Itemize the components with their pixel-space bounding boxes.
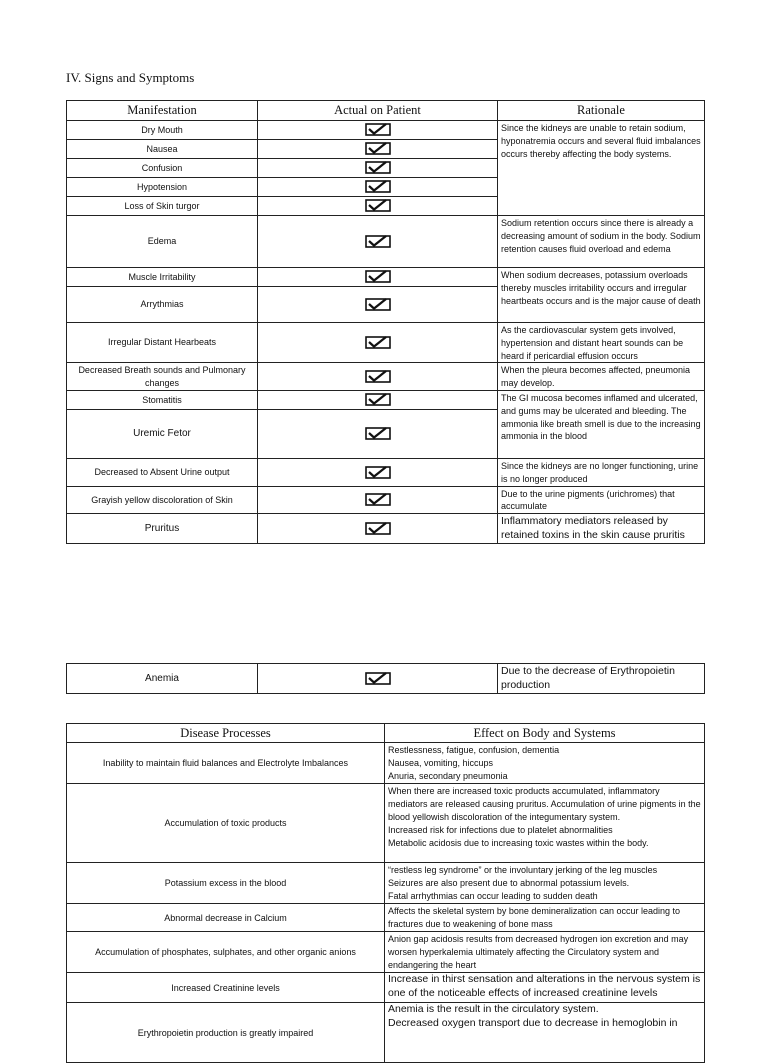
checkbox-checked-icon	[365, 522, 391, 535]
process-cell: Increased Creatinine levels	[67, 973, 385, 1003]
column-header: Actual on Patient	[258, 101, 498, 121]
section-title: IV. Signs and Symptoms	[66, 70, 195, 85]
checkbox-checked-icon	[365, 336, 391, 349]
actual-cell	[258, 268, 498, 287]
actual-cell	[258, 121, 498, 140]
disease-processes-table	[66, 723, 705, 1063]
checkbox-checked-icon	[365, 161, 391, 174]
actual-cell	[258, 287, 498, 323]
rationale-cell: The GI mucosa becomes inflamed and ulcerated, and gums may be ulcerated and bleeding. The ammonia like breath smell is due to the increasing ammonia in the blood	[498, 390, 705, 458]
column-header: Disease Processes	[67, 724, 385, 743]
checkbox-checked-icon	[365, 180, 391, 193]
effect-line: Seizures are also present due to abnormal potassium levels.	[388, 878, 630, 888]
manifestation-cell: Edema	[67, 216, 258, 268]
effect-line: Fatal arrhythmias can occur leading to sudden death	[388, 891, 598, 901]
rationale-cell: As the cardiovascular system gets involved, hypertension and distant heart sounds can be heard if pericardial effusion occurs	[498, 323, 705, 363]
actual-cell	[258, 140, 498, 159]
checkbox-checked-icon	[365, 142, 391, 155]
checkbox-checked-icon	[365, 123, 391, 136]
rationale-cell: Due to the urine pigments (urichromes) that accumulate	[498, 486, 705, 514]
manifestation-cell: Stomatitis	[67, 390, 258, 409]
checkbox-checked-icon	[365, 466, 391, 479]
actual-cell	[258, 363, 498, 391]
effect-cell	[385, 784, 705, 863]
actual-cell	[258, 216, 498, 268]
effect-cell	[385, 743, 705, 784]
process-cell: Inability to maintain fluid balances and Electrolyte Imbalances	[67, 743, 385, 784]
checkbox-checked-icon	[365, 393, 391, 406]
effect-cell	[385, 932, 705, 973]
effect-line: Increased risk for infections due to platelet abnormalities	[388, 825, 613, 835]
manifestation-cell: Loss of Skin turgor	[67, 197, 258, 216]
effect-cell	[385, 973, 705, 1003]
manifestation-cell: Decreased Breath sounds and Pulmonary changes	[67, 363, 258, 391]
manifestation-cell: Grayish yellow discoloration of Skin	[67, 486, 258, 514]
effect-line: Restlessness, fatigue, confusion, dementia	[388, 745, 560, 755]
rationale-cell: When sodium decreases, potassium overloads thereby muscles irritability occurs and irregular heartbeats occurs and is the major cause of death	[498, 268, 705, 323]
effect-line: Affects the skeletal system by bone demineralization can occur leading to fractures due to weakening of bone mass	[388, 906, 680, 929]
effect-line: “restless leg syndrome” or the involuntary jerking of the leg muscles	[388, 865, 658, 875]
rationale-cell: Inflammatory mediators released by retained toxins in the skin cause pruritis	[498, 514, 705, 544]
effect-line: Increase in thirst sensation and alterations in the nervous system is one of the noticeable effects of increased creatinine levels	[388, 973, 701, 999]
effect-cell	[385, 863, 705, 904]
effect-cell	[385, 1003, 705, 1063]
rationale-cell: Since the kidneys are unable to retain sodium, hyponatremia occurs and several fluid imbalances occurs thereby affecting the body systems.	[498, 121, 705, 216]
process-cell: Erythropoietin production is greatly impaired	[67, 1003, 385, 1063]
manifestation-cell: Decreased to Absent Urine output	[67, 458, 258, 486]
manifestation-cell: Muscle Irritability	[67, 268, 258, 287]
actual-cell	[258, 486, 498, 514]
actual-cell	[258, 178, 498, 197]
actual-cell	[258, 159, 498, 178]
process-cell: Abnormal decrease in Calcium	[67, 904, 385, 932]
effect-line: Anion gap acidosis results from decreased hydrogen ion excretion and may worsen hyperkalemia ultimately affecting the Circulatory system and endangering the heart	[388, 934, 689, 970]
signs-symptoms-table	[66, 100, 705, 544]
manifestation-cell: Irregular Distant Hearbeats	[67, 323, 258, 363]
actual-cell	[258, 514, 498, 544]
process-cell: Accumulation of toxic products	[67, 784, 385, 863]
effect-line: When there are increased toxic products accumulated, inflammatory mediators are released causing pruritus. Accumulation of urine pigments in the blood yellowish discoloration of the integumentary system.	[388, 786, 701, 822]
manifestation-cell: Dry Mouth	[67, 121, 258, 140]
column-header: Rationale	[498, 101, 705, 121]
manifestation-cell: Arrythmias	[67, 287, 258, 323]
actual-cell	[258, 664, 498, 694]
column-header: Effect on Body and Systems	[385, 724, 705, 743]
checkbox-checked-icon	[365, 199, 391, 212]
effect-line: Anemia is the result in the circulatory system.	[388, 1003, 599, 1015]
checkbox-checked-icon	[365, 493, 391, 506]
manifestation-cell: Pruritus	[67, 514, 258, 544]
column-header: Manifestation	[67, 101, 258, 121]
effect-line: Anuria, secondary pneumonia	[388, 771, 508, 781]
effect-line: Decreased oxygen transport due to decrease in hemoglobin in	[388, 1016, 678, 1029]
actual-cell	[258, 197, 498, 216]
effect-line: Metabolic acidosis due to increasing toxic wastes within the body.	[388, 838, 649, 848]
anemia-table	[66, 663, 705, 694]
manifestation-cell: Uremic Fetor	[67, 409, 258, 458]
checkbox-checked-icon	[365, 270, 391, 283]
checkbox-checked-icon	[365, 235, 391, 248]
actual-cell	[258, 409, 498, 458]
actual-cell	[258, 323, 498, 363]
manifestation-cell: Anemia	[67, 664, 258, 694]
rationale-cell: Sodium retention occurs since there is already a decreasing amount of sodium in the body. Sodium retention causes fluid overload and edema	[498, 216, 705, 268]
actual-cell	[258, 390, 498, 409]
manifestation-cell: Nausea	[67, 140, 258, 159]
checkbox-checked-icon	[365, 298, 391, 311]
checkbox-checked-icon	[365, 370, 391, 383]
manifestation-cell: Confusion	[67, 159, 258, 178]
rationale-cell: Since the kidneys are no longer functioning, urine is no longer produced	[498, 458, 705, 486]
actual-cell	[258, 458, 498, 486]
process-cell: Accumulation of phosphates, sulphates, and other organic anions	[67, 932, 385, 973]
checkbox-checked-icon	[365, 672, 391, 685]
rationale-cell: Due to the decrease of Erythropoietin production	[498, 664, 705, 694]
effect-cell	[385, 904, 705, 932]
manifestation-cell: Hypotension	[67, 178, 258, 197]
process-cell: Potassium excess in the blood	[67, 863, 385, 904]
rationale-cell: When the pleura becomes affected, pneumonia may develop.	[498, 363, 705, 391]
effect-line: Nausea, vomiting, hiccups	[388, 758, 494, 768]
checkbox-checked-icon	[365, 427, 391, 440]
